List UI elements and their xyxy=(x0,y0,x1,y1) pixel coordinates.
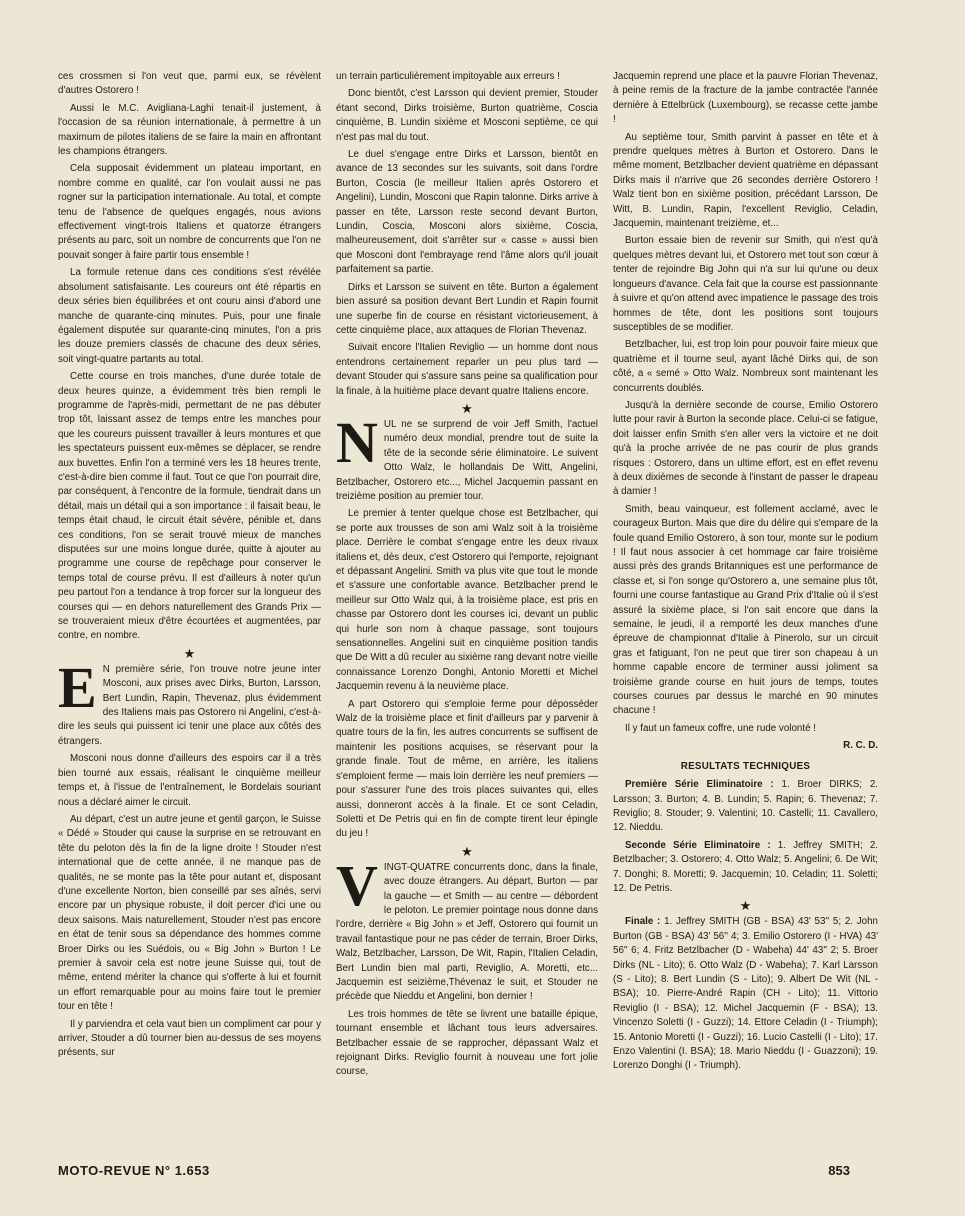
paragraph: Au septième tour, Smith parvint à passer en tête et à prendre quelques mètres à Burton et Ostorero. Dans le même moment, Betzlbacher devient quatrième en dépassant Dirks mais il n'arrive que 26 secondes derrière Ostorero ! Walz tient bon en sixième position, précédant Larsson, De Witt, B. Lundin, Rapin, l'excellent Reviglio, Celadin, Jacquemin, maintenant treizième, et... xyxy=(613,131,878,230)
paragraph: Cette course en trois manches, d'une durée totale de deux heures quinze, a évidemment très bien rempli le programme de l'après-midi, permettant de ne pas débuter trop tôt, laissant assez de temps entre les manches pour que les coureurs puissent travailler à leurs montures et que les spectateurs puissent eux-mêmes se déplacer, se rendre aux buvettes. Enfin l'on a terminé vers les 18 heures trente, c'est-à-dire bien comme il faut. Tout ce que l'on pourrait dire, par conséquent, à l'encontre de la formule, tiendrait dans un détail, mais un détail qui a son importance : il faisait beau, le temps était chaud, le circuit était sévère, pénible et, dans ces conditions, l'on se serait trouvé mieux de manches disputées sur une moins longue durée, quitte à ajouter au programme une course de repêchage pour conserver le temps total de course prévu. Il est d'ailleurs à noter qu'un peu partout l'on a tendance à trop forcer sur la longueur des courses qui — en dehors naturellement des Grands Prix — se trouveraient mieux d'être écourtées et augmentées, par contre, en nombre. xyxy=(58,371,321,642)
paragraph: Le duel s'engage entre Dirks et Larsson, bientôt en avance de 13 secondes sur les suivants, soit dans l'ordre Burton, Coscia (le meilleur Italien après Ostorero et Angelini), Lundin, Mosconi que Rapin talonne. Dirks arrive à passer en tête, Larsson reste second devant Burton, Lundin, Coscia, Mosconi alors sixième, Coscia, malheureusement, doit s'arrêter sur « casse » aussi bien que Mosconi dont l'embrayage rend l'âme alors qu'il jouait parfaitement sa partie. xyxy=(336,149,598,276)
paragraph: A part Ostorero qui s'emploie ferme pour déposséder Walz de la troisième place et finit d'ailleurs par y parvenir à quatre tours de la fin, les autres concurrents se suffisent de maintenir les positions acquises, se réservant pour la grande finale. Tout de même, en arrière, les italiens s'emploient ferme — mais loin derrière les neuf premiers — pour s'assurer l'une des trois places suivantes qui, elles aussi, donneront accès à la finale. Et ce sont Celadin, Soletti et De Petris qui en fin de compte tirent leur épingle du jeu ! xyxy=(336,698,598,840)
results-text: 1. Jeffrey SMITH (GB - BSA) 43' 53'' 5; 2. John Burton (GB - BSA) 43' 56'' 4; 3. Emilio Ostorero (I - HVA) 43' 56'' 6; 4. Fritz Betzlbacher (D - Wabeha) 44' 43'' 2; 5. Broer Dirks (NL - Lito); 6. Otto Walz (D - Wabeha); 7. Karl Larsson (S - Lito); 8. Bert Lundin (S - Lito); 9. Albert De Wit (NL - BSA); 10. Pierre-André Rapin (CH - Lito); 11. Vittorio Reviglio (I - BSA); 12. Michel Jacquemin (F - BSA); 13. Vincenzo Soletti (I - Guzzi); 14. Ettore Celadin (I - Triumph); 15. Antonio Moretti (I - Guzzi); 16. Lucio Castelli (I - Lito); 17. Enzo Valentini (I. BSA); 18. Mario Nieddu (I - Guazzoni); 19. Lorenzo Donghi (I - Triumph). xyxy=(613,916,878,1072)
section-star-separator: ★ xyxy=(739,898,752,914)
results-label: Finale : xyxy=(625,916,661,928)
paragraph: Les trois hommes de tête se livrent une bataille épique, tournant ensemble et lâchant tous leurs adversaires. Betzlbacher essaie de se rapprocher, dépassant Walz et rejoignant Dirks. Reviglio fournit à nouveau une fort jolie course, xyxy=(336,1008,598,1078)
paragraph: Burton essaie bien de revenir sur Smith, qui n'est qu'à quelques mètres devant lui, et Ostorero met tout son cœur à tenter de rejoindre Big John qui n'a sur lui qu'une ou deux longueurs d'avance. Cela fait que la course est passionnante à suivre et qu'on attend avec impatience le passage des trois hommes de tête, dont les positions sont toujours susceptibles de se modifier. xyxy=(613,235,878,333)
paragraph: Donc bientôt, c'est Larsson qui devient premier, Stouder étant second, Dirks troisième, Burton quatrième, Coscia cinquième, B. Lundin sixième et Mosconi septième, ce qui n'est pas mal du tout. xyxy=(336,88,598,143)
paragraph: ces crossmen si l'on veut que, parmi eux, se révèlent d'autres Ostorero ! xyxy=(58,71,321,97)
paragraph: La formule retenue dans ces conditions s'est révélée absolument satisfaisante. Les coureurs ont été répartis en deux séries bien équilibrées et ont couru ainsi d'abord une manche de quarante-cinq minutes. Puis, pour une finale également disputée sur quarante-cinq minutes, l'on a pris les douze premiers classés de chacune des deux séries, soit vingt-quatre partants au total. xyxy=(58,267,321,365)
paragraph-with-dropcap xyxy=(58,654,321,749)
paragraph-text: N première série, l'on trouve notre jeune inter Mosconi, aux prises avec Dirks, Burton, Larsson, Bert Lundin, Rapin, Thevenaz, plus évidemment des Italiens mais pas Ostorero ni Angelini, c'est-à-dire les seuls qui puissent ici tenir une place aux côtés des étrangers. xyxy=(58,663,321,747)
magazine-issue-footer: MOTO-REVUE N° 1.653 xyxy=(58,1163,210,1178)
drop-cap-letter: N xyxy=(336,409,378,475)
section-star-separator: ★ xyxy=(461,400,473,416)
paragraph: Dirks et Larsson se suivent en tête. Burton a également bien assuré sa position devant Bert Lundin et Rapin fournit une superbe fin de course en résistant victorieusement, à cette cinquième place, aux attaques de Florian Thevenaz. xyxy=(336,281,598,336)
results-text: 1. Broer DIRKS; 2. Larsson; 3. Burton; 4. B. Lundin; 5. Rapin; 6. Thevenaz; 7. Reviglio; 8. Stouder; 9. Valentini; 10. Castelli; 11. Cavallero, 12. Nieddu. xyxy=(613,779,879,834)
paragraph-text: UL ne se surprend de voir Jeff Smith, l'actuel numéro deux mondial, prendre tout de suite la tête de la seconde série éliminatoire. Le suivent Otto Walz, le hollandais De Witt, Angelini, Betzlbacher, Ostorero etc..., Michel Jacquemin passant en treizième position au premier tour. xyxy=(336,418,598,502)
paragraph: Au départ, c'est un autre jeune et gentil garçon, le Suisse « Dédé » Stouder qui cause la surprise en se retrouvant en tête du peloton dès la fin de la ligne droite ! Stouder n'est international que de cette année, il ne manque pas de qualités, ne se monte pas la tête pour autant et, disposant d'une excellente Norton, bien conseillé par ses aînés, servi encore par un physique robuste, il doit percer d'ici une ou deux saisons. Mais naturellement, Stouder n'est pas encore en état de tenir sous sa dépendance des hommes comme Broer Dirks ou les Suédois, ou « Big John » Burton ! Le premier à savoir cela est notre jeune Suisse qui, tout de même, entend mériter la chance qui s'offerte à lui et fournit un effort remarquable pour au moins faire tout le premier tour en tête ! xyxy=(58,813,321,1013)
paragraph: Jacquemin reprend une place et la pauvre Florian Thevenaz, à peine remis de la fracture de la jambe contractée l'année dernière à Ettelbrück (Luxembourg), se recasse cette jambe ! xyxy=(613,71,878,126)
section-star-separator: ★ xyxy=(183,645,196,661)
section-star-separator: ★ xyxy=(461,843,473,859)
paragraph-with-dropcap xyxy=(336,852,598,1005)
paragraph: Suivait encore l'Italien Reviglio — un homme dont nous entendrons certainement reparler un peu plus tard — devant Stouder qui s'assure sans peine sa qualification pour la finale, à la huitième place devant quatre Italiens encore. xyxy=(336,342,598,397)
paragraph: un terrain particulièrement impitoyable aux erreurs ! xyxy=(336,71,560,82)
results-label: Seconde Série Eliminatoire : xyxy=(625,839,771,851)
paragraph-text: INGT-QUATRE concurrents donc, dans la finale, avec douze étrangers. Au départ, Burton — par la gauche — et Smith — au centre — débordent le peloton. Le premier pointage nous donne dans l'ordre, derrière « Big John » et Jeff, Ostorero qui fournit un travail fantastique pour ne pas céder de terrain, Broer Dirks, Walz, Betzlbacher, Larsson, De Wit, Rapin, l'Italien Celadin, Bert Lundin bien mal parti, Reviglio, A. Moretti, etc... Jacquemin est seizième,Thévenaz le suit, et Stouder ne précède que Nieddu et Angelini, bon dernier ! xyxy=(336,861,598,1003)
drop-cap-letter: E xyxy=(58,654,97,720)
column-right xyxy=(613,70,878,1155)
results-series-2 xyxy=(613,839,878,897)
paragraph: Il y parviendra et cela vaut bien un compliment car pour y arriver, Stouder a dû tourner bien au-dessus de ses moyens présents, sur xyxy=(58,1018,321,1059)
column-left xyxy=(58,70,321,1155)
paragraph: Aussi le M.C. Avigliana-Laghi tenait-il justement, à l'occasion de sa réunion internationale, à permettre à un maximum de pilotes italiens de se faire la main en affrontant les champions étrangers. xyxy=(58,102,321,158)
paragraph: Jusqu'à la dernière seconde de course, Emilio Ostorero lutte pour ravir à Burton la seconde place. Celui-ci se fatigue, doit laisser enfin Smith s'en aller vers la victoire et ne doit qu'à la proche arrivée de ne pas courir de plus grands risques : Ostorero, dans un ultime effort, est en effet revenu à deux dixièmes de seconde à l'instant de passer le drapeau à damier ! xyxy=(613,399,878,498)
results-title: RESULTATS TECHNIQUES xyxy=(680,760,811,772)
paragraph: Cela supposait évidemment un plateau important, en nombre comme en qualité, car l'on voulait aussi ne pas rogner sur la participation internationale. Au total, et compte tenu de l'absence de quelques engagés, nous avions effectivement vingt-trois Italiens et quatorze étrangers présents au parc, soit un nombre de concurrents que l'on ne pouvait songer à faire partir tous ensemble ! xyxy=(58,163,321,261)
paragraph-with-dropcap xyxy=(336,409,598,504)
results-label: Première Série Eliminatoire : xyxy=(625,779,774,791)
page-number: 853 xyxy=(828,1163,850,1178)
results-text: 1. Jeffrey SMITH; 2. Betzlbacher; 3. Ostorero; 4. Otto Walz; 5. Angelini; 6. De Wit; 7. Donghi; 8. Moretti; 9. Jacquemin; 10. Celadin; 11. Soletti; 12. De Petris. xyxy=(613,839,878,894)
drop-cap-letter: V xyxy=(336,852,378,918)
paragraph: Le premier à tenter quelque chose est Betzlbacher, qui se porte aux trousses de son ami Walz soit à la troisième place. Derrière le combat s'engage entre les deux rivaux italiens et, dès deux, c'est Ostorero qui l'emporte, rejoignant et dépassant Angelini. Smith va plus vite que tout le monde et s'assure une confortable avance. Betzlbacher prend le meilleur sur Otto Walz qui, à la troisième place, est pris en chasse par Ostorero dont les courses ici, devant un public qui hurle son nom à chaque passage, sont toujours sensationnelles. Angelini suit en cinquième position tandis que De Witt a dû reculer au sixième rang devant notre vieille connaissance Lorenzo Donghi, Antonio Moretti et Michel Jacquemin revenu à la neuvième place. xyxy=(336,508,598,693)
results-section xyxy=(613,778,878,1074)
column-middle xyxy=(336,70,598,1155)
results-finale xyxy=(613,915,878,1073)
paragraph: Betzlbacher, lui, est trop loin pour pouvoir faire mieux que quatrième et il tourne seul, ayant lâché Dirks qui, de son côté, a « semé » Otto Walz. Nombreux sont maintenant les concurrents doublés. xyxy=(613,339,878,394)
paragraph: Il y faut un fameux coffre, une rude volonté ! xyxy=(625,722,816,734)
author-signature: R. C. D. xyxy=(843,740,878,752)
results-series-1 xyxy=(613,778,878,836)
paragraph: Mosconi nous donne d'ailleurs des espoirs car il a très bien tourné aux essais, réalisant le cinquième meilleur temps et, à l'issue de l'entraînement, le Bordelais souriant nous a déclaré aimer le circuit. xyxy=(58,753,321,808)
paragraph: Smith, beau vainqueur, est follement acclamé, avec le courageux Burton. Mais que dire du délire qui s'empare de la foule quand Emilio Ostorero, à son tour, monte sur le podium ! Il faut nous associer à cet hommage car faire troisième aussi près des grands Britanniques est une performance de classe et, si l'on songe qu'Ostorero a, une semaine plus tôt, fourni une course fantastique au Grand Prix d'Italie où il s'est assuré la sixième place, si l'on sait encore que dans la semaine, le jeudi, il a remporté les deux manches d'une épreuve de championnat d'Italie à Pinerolo, sur un circuit gras et fatiguant, l'on ne peut que tirer son chapeau à un homme capable encore de terminer aussi joliment sa troisième grande course en huit jours de temps, toutes courses courues par dessus le marché en 90 minutes chacune ! xyxy=(613,503,878,717)
